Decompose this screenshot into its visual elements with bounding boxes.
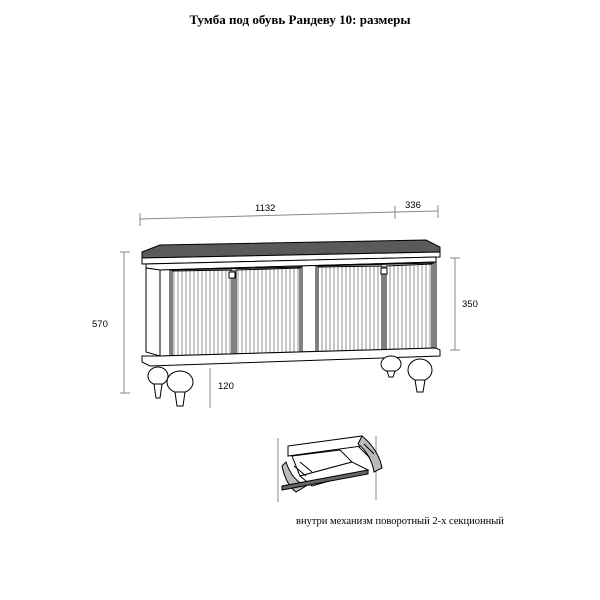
door-1 (172, 270, 232, 356)
cabinet (142, 240, 440, 406)
width-label: 1132 (255, 203, 276, 214)
door-4 (386, 264, 432, 351)
leg-back-right (381, 356, 401, 377)
mechanism-caption: внутри механизм поворотный 2-х секционный (296, 516, 504, 527)
leg-front-mid (167, 371, 193, 406)
cabinet-height-label: 350 (462, 299, 478, 310)
leg-front-left (148, 367, 168, 398)
depth-label: 336 (405, 200, 421, 211)
mechanism-illustration (278, 436, 382, 502)
door-2 (236, 268, 300, 355)
handle-icon (381, 268, 387, 274)
height-label: 570 (92, 319, 108, 330)
door-3 (318, 266, 382, 353)
handle-icon (229, 272, 235, 278)
page-title: Тумба под обувь Рандеву 10: размеры (189, 12, 411, 27)
leg-height-label: 120 (218, 381, 234, 392)
leg-front-right (408, 359, 432, 392)
